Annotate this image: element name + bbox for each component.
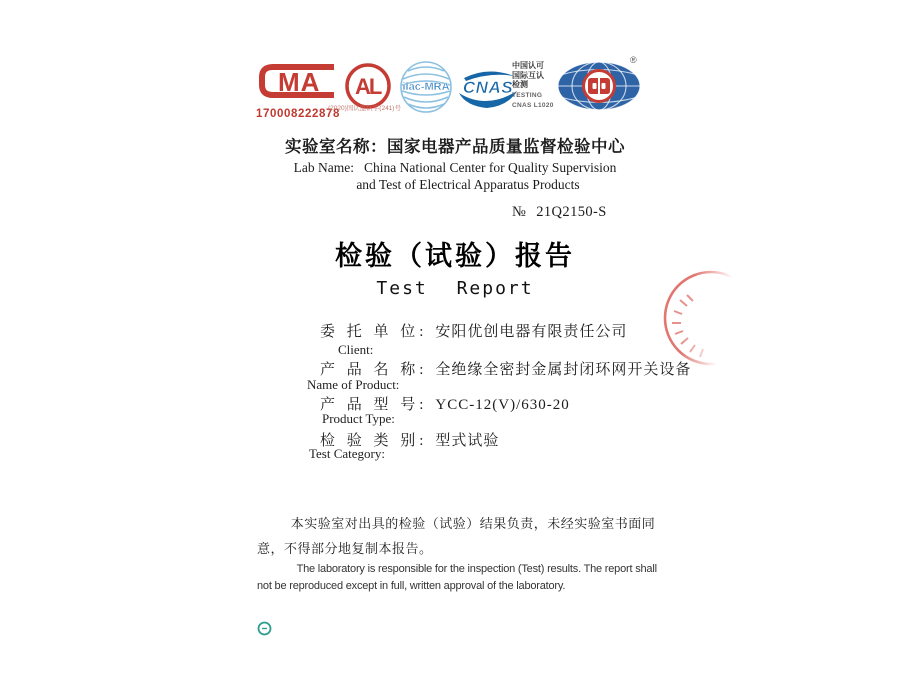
field-product-type-label-en: Product Type: <box>322 411 395 426</box>
field-client-label-cn: 委 托 单 位: <box>320 324 428 340</box>
teal-stamp-mark <box>257 621 272 641</box>
field-client-value: 安阳优创电器有限责任公司 <box>435 324 628 340</box>
title-block <box>205 234 705 299</box>
cma-mark-icon <box>256 60 340 102</box>
cnas-icon <box>456 66 520 110</box>
field-product-name <box>307 358 691 379</box>
accreditation-line: 国际互认 <box>512 70 544 80</box>
field-product-name-label-cn: 产 品 名 称: <box>320 362 428 378</box>
field-test-category-value: 型式试验 <box>435 433 500 449</box>
ilac-mra-icon <box>398 59 454 115</box>
cma-certificate-number: 170008222878 <box>256 108 340 120</box>
red-stamp-seal <box>660 267 762 369</box>
field-client <box>307 320 627 341</box>
cnas-logo <box>456 66 520 115</box>
accreditation-line: TESTING <box>512 91 543 99</box>
field-product-name-label-en: Name of Product: <box>307 377 400 392</box>
lab-name-block <box>205 133 705 193</box>
accreditation-line: CNAS L1020 <box>512 102 554 109</box>
svg-text:AL: AL <box>355 74 381 99</box>
lab-name-en-line1: China National Center for Quality Supervision <box>364 160 617 175</box>
globe-icon <box>556 60 642 112</box>
ilac-mra-logo <box>398 59 454 120</box>
accreditation-line: 中国认可 <box>512 61 544 70</box>
accreditation-text-block <box>512 61 556 111</box>
field-product-name-value: 全绝缘全密封金属封闭环网开关设备 <box>435 362 692 378</box>
lab-name-en-line2: and Test of Electrical Apparatus Products <box>356 177 580 192</box>
field-product-type-value: YCC-12(V)/630-20 <box>435 397 570 413</box>
teal-circle-icon <box>257 621 272 636</box>
lab-name-cn: 实验室名称：国家电器产品质量监督检验中心 <box>285 137 625 156</box>
numero-symbol: № <box>512 204 527 220</box>
report-number <box>512 204 607 221</box>
field-client-label-en: Client: <box>338 342 374 357</box>
svg-text:ilac-MRA: ilac-MRA <box>402 81 450 93</box>
stamp-icon <box>660 267 762 369</box>
svg-text:CNAS: CNAS <box>462 78 514 97</box>
certification-logo-row <box>0 0 900 130</box>
registered-trademark-symbol: ® <box>630 55 637 65</box>
lab-name-en <box>205 160 705 176</box>
accreditation-line: 检测 <box>512 80 528 89</box>
globe-emblem-logo <box>556 60 642 117</box>
report-title-en: Test Report <box>376 278 534 299</box>
disclaimer-cn: 本实验室对出具的检验（试验）结果负责，未经实验室书面同意，不得部分地复制本报告。 <box>257 516 656 556</box>
field-test-category-label-cn: 检 验 类 别: <box>320 433 428 449</box>
lab-name-label: Lab Name: <box>293 160 355 175</box>
report-number-value: 21Q2150-S <box>536 204 607 220</box>
cal-caption: (2020)国认监认字(241)号 <box>328 105 401 112</box>
field-product-type-label-cn: 产 品 型 号: <box>320 397 428 413</box>
disclaimer-en: The laboratory is responsible for the inspection (Test) results. The report shall not be reproduced except in full, written approval of the laboratory. <box>257 563 657 592</box>
field-test-category-label-en: Test Category: <box>309 446 385 461</box>
svg-text:MA: MA <box>278 67 321 97</box>
report-title-cn: 检验（试验）报告 <box>335 241 575 271</box>
